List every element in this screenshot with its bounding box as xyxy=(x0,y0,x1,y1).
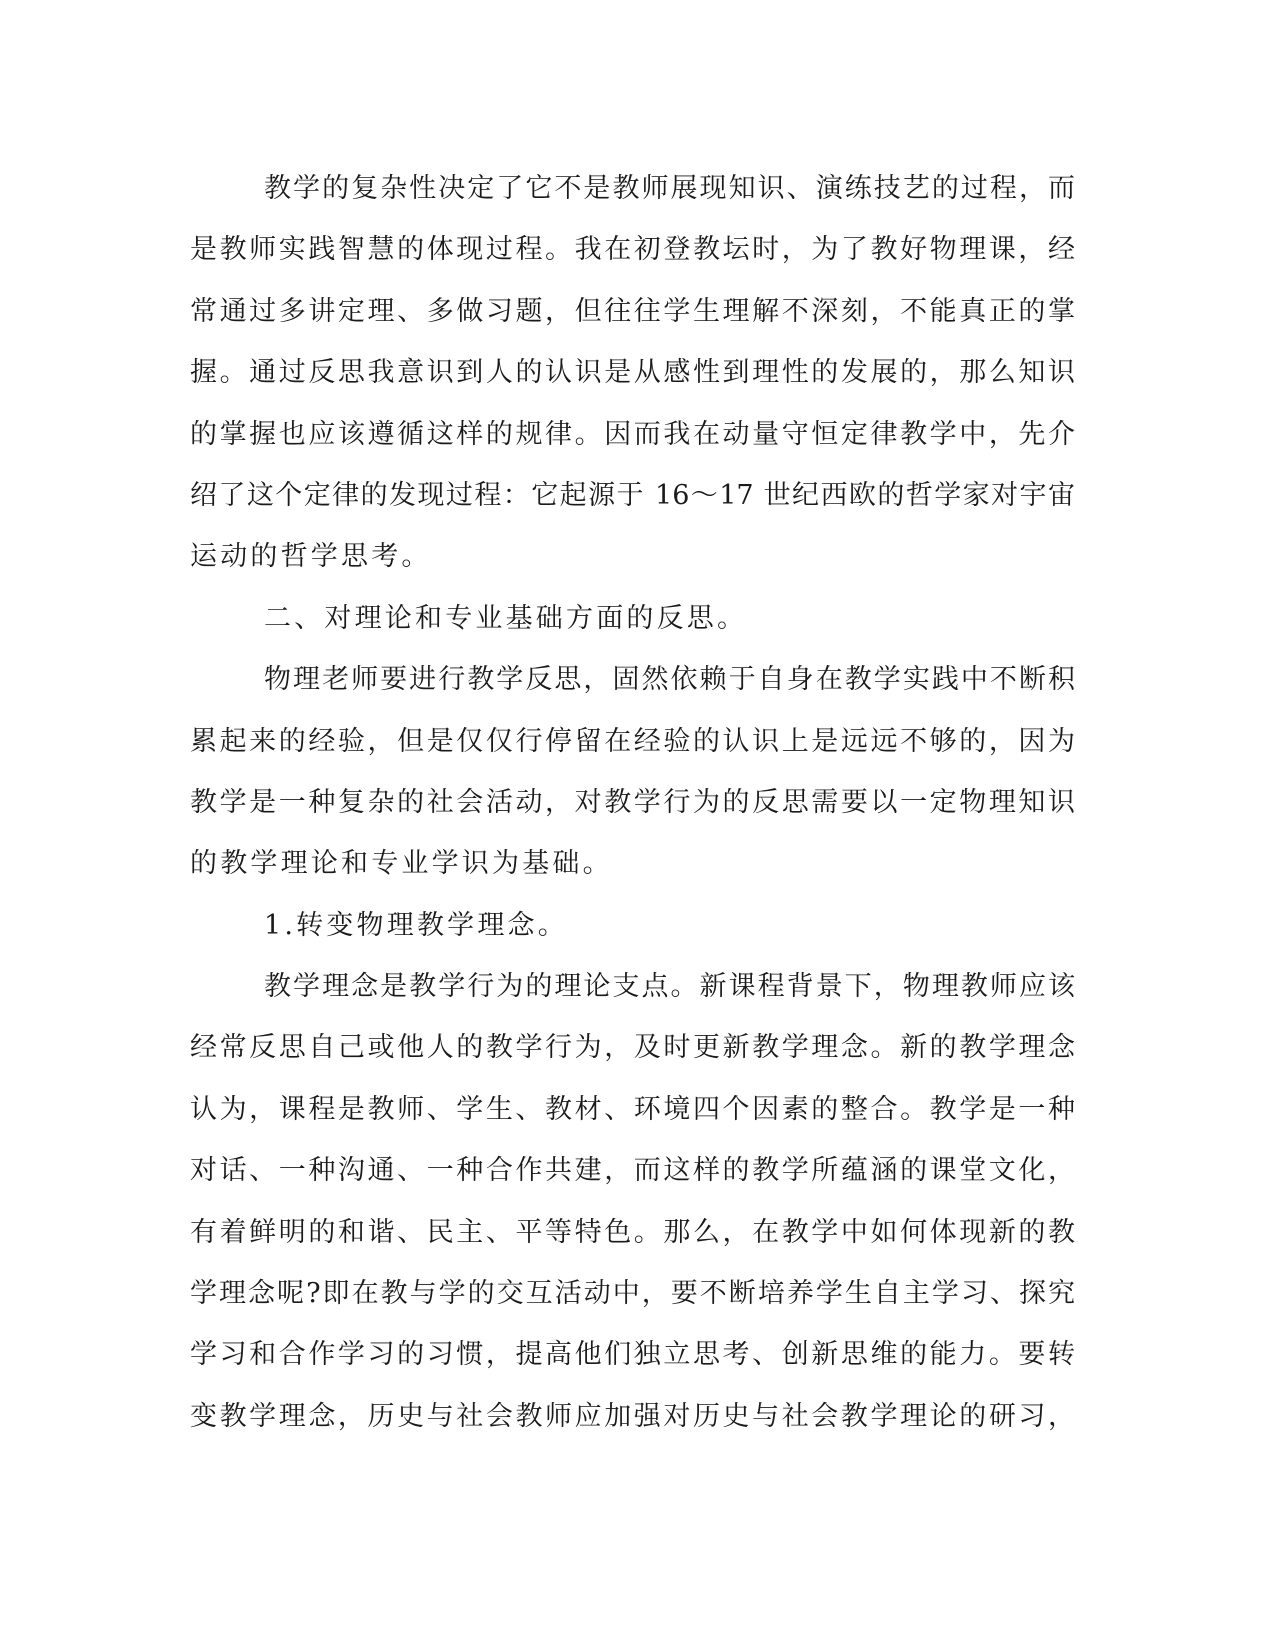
paragraph-line: 学习和合作学习的习惯，提高他们独立思考、创新思维的能力。要转 xyxy=(190,1339,1075,1371)
document-body xyxy=(190,158,1075,1447)
paragraph-line: 教学的复杂性决定了它不是教师展现知识、演练技艺的过程，而 xyxy=(264,173,1075,204)
subsection-heading: 1.转变物理教学理念。 xyxy=(264,909,568,941)
paragraph-line: 经常反思自己或他人的教学行为，及时更新教学理念。新的教学理念 xyxy=(190,1032,1075,1064)
paragraph-line: 对话、一种沟通、一种合作共建，而这样的教学所蕴涵的课堂文化， xyxy=(190,1155,1075,1187)
paragraph-line: 累起来的经验，但是仅仅行停留在经验的认识上是远远不够的，因为 xyxy=(190,725,1075,757)
paragraph-line: 教学是一种复杂的社会活动，对教学行为的反思需要以一定物理知识 xyxy=(190,786,1075,818)
paragraph-line: 学理念呢?即在教与学的交互活动中，要不断培养学生自主学习、探究 xyxy=(190,1278,1075,1310)
paragraph-line: 是教师实践智慧的体现过程。我在初登教坛时，为了教好物理课，经 xyxy=(190,234,1075,266)
paragraph-line: 认为，课程是教师、学生、教材、环境四个因素的整合。教学是一种 xyxy=(190,1093,1075,1125)
section-heading: 二、对理论和专业基础方面的反思。 xyxy=(264,602,748,634)
paragraph-line: 绍了这个定律的发现过程：它起源于 16～17 世纪西欧的哲学家对宇宙 xyxy=(190,479,1075,511)
paragraph-line: 的教学理论和专业学识为基础。 xyxy=(190,848,613,880)
paragraph-line: 运动的哲学思考。 xyxy=(190,541,432,573)
paragraph-line: 变教学理念，历史与社会教师应加强对历史与社会教学理论的研习， xyxy=(190,1400,1075,1432)
paragraph-line: 有着鲜明的和谐、民主、平等特色。那么，在教学中如何体现新的教 xyxy=(190,1216,1075,1248)
paragraph-line: 教学理念是教学行为的理论支点。新课程背景下，物理教师应该 xyxy=(264,971,1075,1003)
paragraph-line: 物理老师要进行教学反思，固然依赖于自身在教学实践中不断积 xyxy=(264,664,1075,696)
paragraph-line: 握。通过反思我意识到人的认识是从感性到理性的发展的，那么知识 xyxy=(190,357,1075,389)
paragraph-line: 的掌握也应该遵循这样的规律。因而我在动量守恒定律教学中，先介 xyxy=(190,418,1075,450)
paragraph-line: 常通过多讲定理、多做习题，但往往学生理解不深刻，不能真正的掌 xyxy=(190,295,1075,327)
